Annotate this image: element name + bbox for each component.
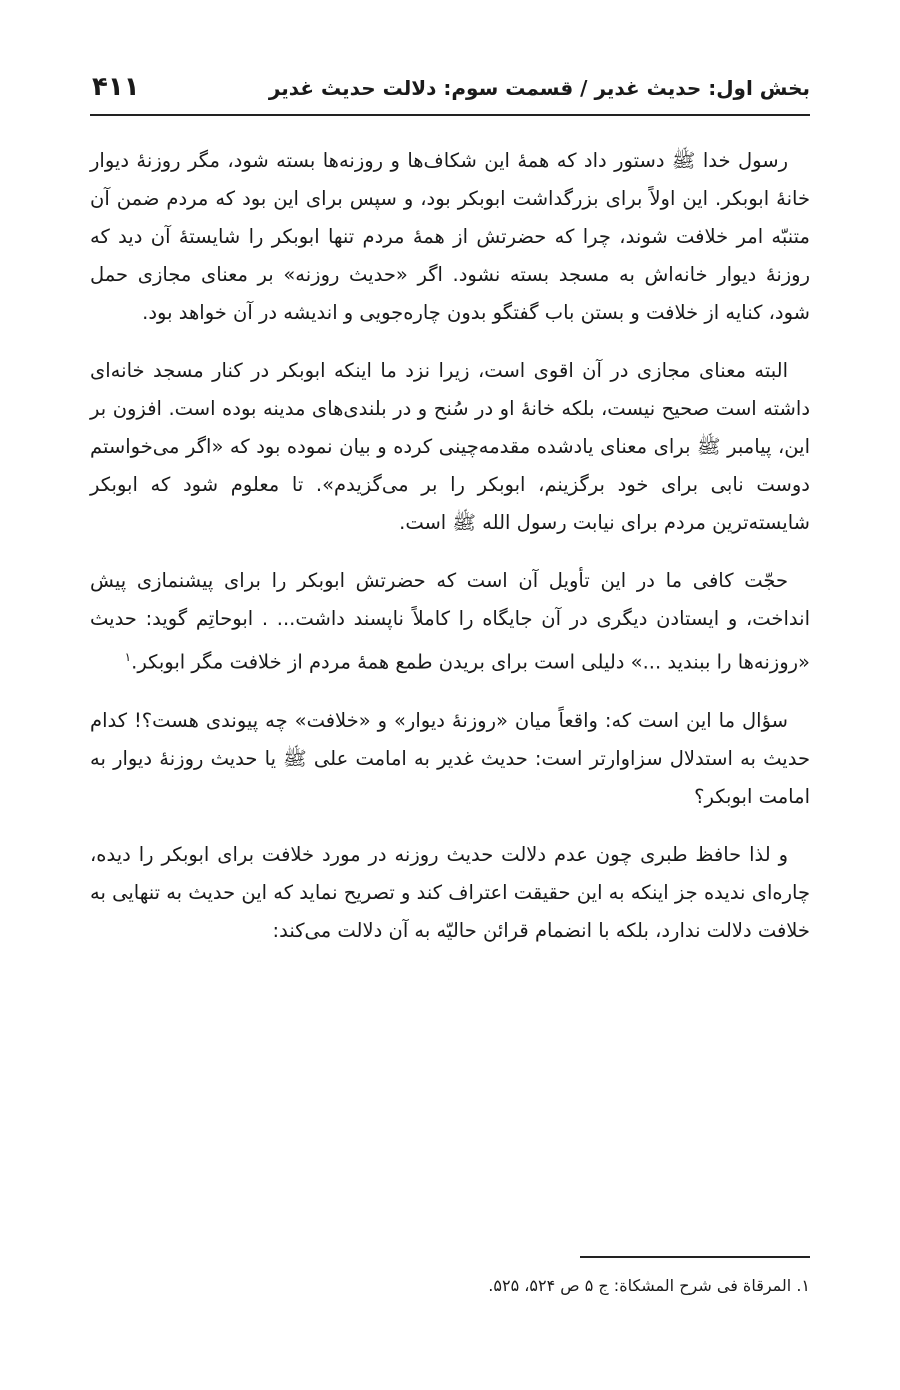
running-title: بخش اول: حدیث غدیر / قسمت سوم: دلالت حدیث غدیر (268, 76, 810, 100)
footnote-divider (580, 1256, 810, 1258)
paragraph-4: سؤال ما این است که: واقعاً میان «روزنهٔ دیوار» و «خلافت» چه پیوندی هست؟! کدام حدیث به استدلال سزاوارتر است: حدیث غدیر به امامت علی ﷺ یا حدیث روزنهٔ دیوار به امامت ابوبکر؟ (90, 708, 810, 808)
page-header (90, 66, 810, 116)
paragraph-2: البته معنای مجازی در آن اقوی است، زیرا نزد ما اینکه ابوبکر در کنار مسجد خانه‌ای داشته است صحیح نیست، بلکه خانهٔ او در سُنح و در بلندی‌های مدینه بوده است. افزون بر این، پیامبر ﷺ برای معنای یادشده مقدمه‌چینی کرده و بیان نموده بود که «اگر می‌خواستم دوست نابی برای خود برگزینم، ابوبکر را بر می‌گزیدم». تا معلوم شود که ابوبکر شایسته‌ترین مردم برای نیابت رسول الله ﷺ است. (90, 359, 810, 534)
page-number: ۴۱۱ (92, 72, 140, 102)
paragraph-3-text: حجّت کافی ما در این تأویل آن است که حضرتش ابوبکر را برای پیشنمازی پیش انداخت، و ایستادن دیگری در آن جایگاه را کاملاً ناپسند داشت... . ابوحاتِم گوید: حدیث «روزنه‌ها را ببندید ...» دلیلی است برای بریدن طمع همهٔ مردم از خلافت مگر ابوبکر. (90, 569, 810, 674)
paragraph-3 (90, 562, 810, 682)
main-text (90, 142, 810, 970)
footnote-marker[interactable]: ۱ (124, 650, 132, 664)
paragraph-5: و لذا حافظ طبری چون عدم دلالت حدیث روزنه در مورد خلافت برای ابوبکر را دیده، چاره‌ای ندیده جز اینکه به این حقیقت اعتراف کند و تصریح نماید که این حدیث به تنهایی به خلافت دلالت ندارد، بلکه با انضمام قرائن حالیّه به آن دلالت می‌کند: (90, 842, 810, 942)
footnote: ۱. المرقاة فی شرح المشکاة: ج ۵ ص ۵۲۴، ۵۲۵. (488, 1276, 810, 1295)
paragraph-1: رسول خدا ﷺ دستور داد که همهٔ این شکاف‌ها و روزنه‌ها بسته شود، مگر روزنهٔ دیوار خانهٔ ابوبکر. این اولاً برای بزرگداشت ابوبکر بود، و سپس برای این بود که مردم ضمن آن متنبّه امر خلافت شوند، چرا که حضرتش از همهٔ مردم تنها ابوبکر را شایستهٔ آن دید که روزنهٔ دیوار خانه‌اش به مسجد بسته نشود. اگر «حدیث روزنه» بر معنای مجازی حمل شود، کنایه از خلافت و بستن باب گفتگو بدون چاره‌جویی و اندیشه در آن خواهد بود. (90, 149, 810, 324)
